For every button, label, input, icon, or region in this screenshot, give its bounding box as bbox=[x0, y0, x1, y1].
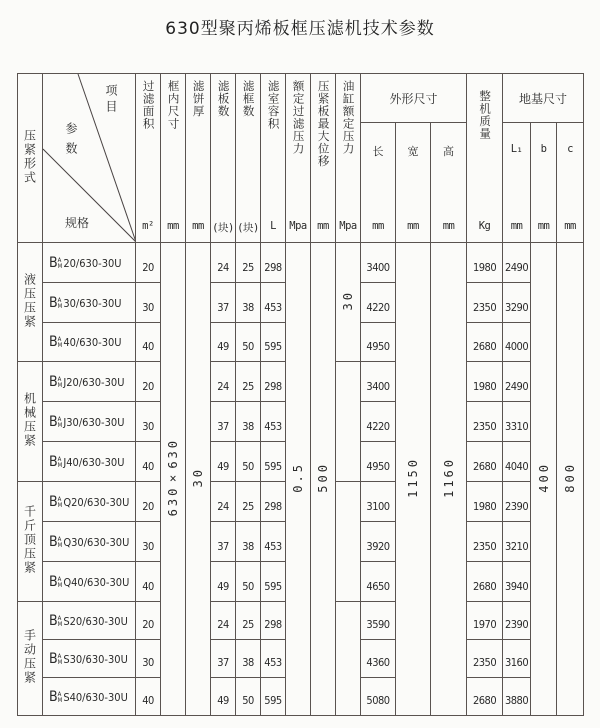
plates-cell: 37 bbox=[211, 522, 236, 562]
filter-area-cell: 30 bbox=[136, 522, 161, 562]
header-corner bbox=[43, 74, 136, 243]
plates-cell: 24 bbox=[211, 243, 236, 283]
press-type-cell: 千斤顶压紧 bbox=[18, 482, 43, 602]
weight-cell: 2680 bbox=[467, 678, 503, 716]
model-cell: B A M 40/630-30U bbox=[43, 323, 136, 362]
L1-cell: 3310 bbox=[503, 402, 531, 442]
frames-cell: 38 bbox=[236, 283, 261, 323]
filter-area-cell: 20 bbox=[136, 243, 161, 283]
label-spec: 规格 bbox=[65, 216, 90, 230]
filter-area-cell: 30 bbox=[136, 402, 161, 442]
volume-cell: 453 bbox=[261, 402, 286, 442]
header-cylinder-pressure: 油缸额定压力 Mpa bbox=[336, 74, 361, 243]
model-cell: B A M S40/630-30U bbox=[43, 678, 136, 716]
plates-cell: 49 bbox=[211, 323, 236, 362]
length-cell: 3920 bbox=[361, 522, 396, 562]
L1-cell: 2390 bbox=[503, 602, 531, 640]
plates-cell: 37 bbox=[211, 402, 236, 442]
model-cell: B A M J30/630-30U bbox=[43, 402, 136, 442]
width-cell: 1150 bbox=[396, 243, 431, 716]
volume-cell: 595 bbox=[261, 323, 286, 362]
header-max-displacement: 压紧板最大位移 mm bbox=[311, 74, 336, 243]
volume-cell: 453 bbox=[261, 640, 286, 678]
L1-cell: 4040 bbox=[503, 442, 531, 482]
cylinder-pressure-empty bbox=[336, 362, 361, 482]
L1-cell: 3940 bbox=[503, 562, 531, 602]
plates-cell: 49 bbox=[211, 678, 236, 716]
c-cell: 800 bbox=[557, 243, 584, 716]
weight-cell: 1980 bbox=[467, 482, 503, 522]
diagonal-lines bbox=[43, 74, 136, 242]
L1-cell: 3880 bbox=[503, 678, 531, 716]
frames-cell: 25 bbox=[236, 362, 261, 402]
volume-cell: 595 bbox=[261, 678, 286, 716]
filter-pressure-cell: 0.5 bbox=[286, 243, 311, 716]
model-cell: B A M 30/630-30U bbox=[43, 283, 136, 323]
frames-cell: 25 bbox=[236, 243, 261, 283]
header-filter-pressure: 额定过滤压力 Mpa bbox=[286, 74, 311, 243]
spec-table bbox=[17, 73, 584, 716]
header-chamber-volume: 滤室容积 L bbox=[261, 74, 286, 243]
header-outer-dims: 外形尺寸 bbox=[361, 74, 467, 123]
length-cell: 3400 bbox=[361, 243, 396, 283]
header-frame-size: 框内尺寸 mm bbox=[161, 74, 186, 243]
L1-cell: 2490 bbox=[503, 362, 531, 402]
header-frame-count: 滤框数 (块) bbox=[236, 74, 261, 243]
weight-cell: 1980 bbox=[467, 243, 503, 283]
volume-cell: 298 bbox=[261, 602, 286, 640]
header-width: 宽 mm bbox=[396, 123, 431, 243]
max-displacement-cell: 500 bbox=[311, 243, 336, 716]
model-cell: B A M J40/630-30U bbox=[43, 442, 136, 482]
length-cell: 4950 bbox=[361, 442, 396, 482]
cake-thickness-cell: 30 bbox=[186, 243, 211, 716]
weight-cell: 2350 bbox=[467, 522, 503, 562]
plates-cell: 37 bbox=[211, 283, 236, 323]
header-L1: L₁ mm bbox=[503, 123, 531, 243]
header-height: 高 mm bbox=[431, 123, 467, 243]
weight-cell: 2680 bbox=[467, 562, 503, 602]
plates-cell: 24 bbox=[211, 602, 236, 640]
filter-area-cell: 20 bbox=[136, 602, 161, 640]
frames-cell: 25 bbox=[236, 602, 261, 640]
header-length: 长 mm bbox=[361, 123, 396, 243]
model-cell: B A M Q40/630-30U bbox=[43, 562, 136, 602]
model-cell: B A M Q20/630-30U bbox=[43, 482, 136, 522]
L1-cell: 2390 bbox=[503, 482, 531, 522]
header-plate-count: 滤板数 (块) bbox=[211, 74, 236, 243]
weight-cell: 2680 bbox=[467, 323, 503, 362]
frames-cell: 38 bbox=[236, 402, 261, 442]
volume-cell: 595 bbox=[261, 442, 286, 482]
header-foundation: 地基尺寸 bbox=[503, 74, 584, 123]
length-cell: 4950 bbox=[361, 323, 396, 362]
press-type-cell: 液压压紧 bbox=[18, 243, 43, 362]
frames-cell: 50 bbox=[236, 323, 261, 362]
header-weight: 整机质量 Kg bbox=[467, 74, 503, 243]
frames-cell: 50 bbox=[236, 678, 261, 716]
length-cell: 4220 bbox=[361, 283, 396, 323]
weight-cell: 2680 bbox=[467, 442, 503, 482]
plates-cell: 37 bbox=[211, 640, 236, 678]
weight-cell: 2350 bbox=[467, 402, 503, 442]
L1-cell: 4000 bbox=[503, 323, 531, 362]
length-cell: 3100 bbox=[361, 482, 396, 522]
plates-cell: 24 bbox=[211, 362, 236, 402]
header-filter-area: 过滤面积 m² bbox=[136, 74, 161, 243]
model-cell: B A M S30/630-30U bbox=[43, 640, 136, 678]
label-item: 项目 bbox=[104, 84, 118, 116]
height-cell: 1160 bbox=[431, 243, 467, 716]
weight-cell: 2350 bbox=[467, 283, 503, 323]
filter-area-cell: 30 bbox=[136, 640, 161, 678]
model-cell: B A M Q30/630-30U bbox=[43, 522, 136, 562]
length-cell: 4360 bbox=[361, 640, 396, 678]
L1-cell: 2490 bbox=[503, 243, 531, 283]
filter-area-cell: 40 bbox=[136, 323, 161, 362]
length-cell: 3400 bbox=[361, 362, 396, 402]
filter-area-cell: 40 bbox=[136, 442, 161, 482]
frames-cell: 50 bbox=[236, 442, 261, 482]
length-cell: 3590 bbox=[361, 602, 396, 640]
frame-size-cell: 630×630 bbox=[161, 243, 186, 716]
filter-area-cell: 30 bbox=[136, 283, 161, 323]
frames-cell: 38 bbox=[236, 640, 261, 678]
length-cell: 4220 bbox=[361, 402, 396, 442]
weight-cell: 1970 bbox=[467, 602, 503, 640]
plates-cell: 24 bbox=[211, 482, 236, 522]
volume-cell: 453 bbox=[261, 283, 286, 323]
weight-cell: 2350 bbox=[467, 640, 503, 678]
length-cell: 5080 bbox=[361, 678, 396, 716]
model-cell: B A M 20/630-30U bbox=[43, 243, 136, 283]
frames-cell: 25 bbox=[236, 482, 261, 522]
model-cell: B A M J20/630-30U bbox=[43, 362, 136, 402]
volume-cell: 298 bbox=[261, 243, 286, 283]
volume-cell: 298 bbox=[261, 362, 286, 402]
L1-cell: 3160 bbox=[503, 640, 531, 678]
weight-cell: 1980 bbox=[467, 362, 503, 402]
plates-cell: 49 bbox=[211, 442, 236, 482]
header-c: c mm bbox=[557, 123, 584, 243]
L1-cell: 3290 bbox=[503, 283, 531, 323]
plates-cell: 49 bbox=[211, 562, 236, 602]
frames-cell: 50 bbox=[236, 562, 261, 602]
table-row bbox=[18, 243, 584, 283]
header-cake-thickness: 滤饼厚 mm bbox=[186, 74, 211, 243]
press-type-cell: 机械压紧 bbox=[18, 362, 43, 482]
label-param: 参数 bbox=[64, 122, 78, 162]
press-type-cell: 手动压紧 bbox=[18, 602, 43, 716]
volume-cell: 595 bbox=[261, 562, 286, 602]
cylinder-pressure-cell: 30 bbox=[336, 243, 361, 362]
L1-cell: 3210 bbox=[503, 522, 531, 562]
filter-area-cell: 20 bbox=[136, 362, 161, 402]
volume-cell: 298 bbox=[261, 482, 286, 522]
filter-area-cell: 40 bbox=[136, 562, 161, 602]
cylinder-pressure-empty bbox=[336, 602, 361, 716]
volume-cell: 453 bbox=[261, 522, 286, 562]
filter-area-cell: 20 bbox=[136, 482, 161, 522]
length-cell: 4650 bbox=[361, 562, 396, 602]
page-title: 630型聚丙烯板框压滤机技术参数 bbox=[165, 19, 435, 39]
header-b: b mm bbox=[531, 123, 557, 243]
frames-cell: 38 bbox=[236, 522, 261, 562]
model-cell: B A M S20/630-30U bbox=[43, 602, 136, 640]
filter-area-cell: 40 bbox=[136, 678, 161, 716]
b-cell: 400 bbox=[531, 243, 557, 716]
cylinder-pressure-empty bbox=[336, 482, 361, 602]
header-press-type: 压紧形式 bbox=[18, 74, 43, 243]
